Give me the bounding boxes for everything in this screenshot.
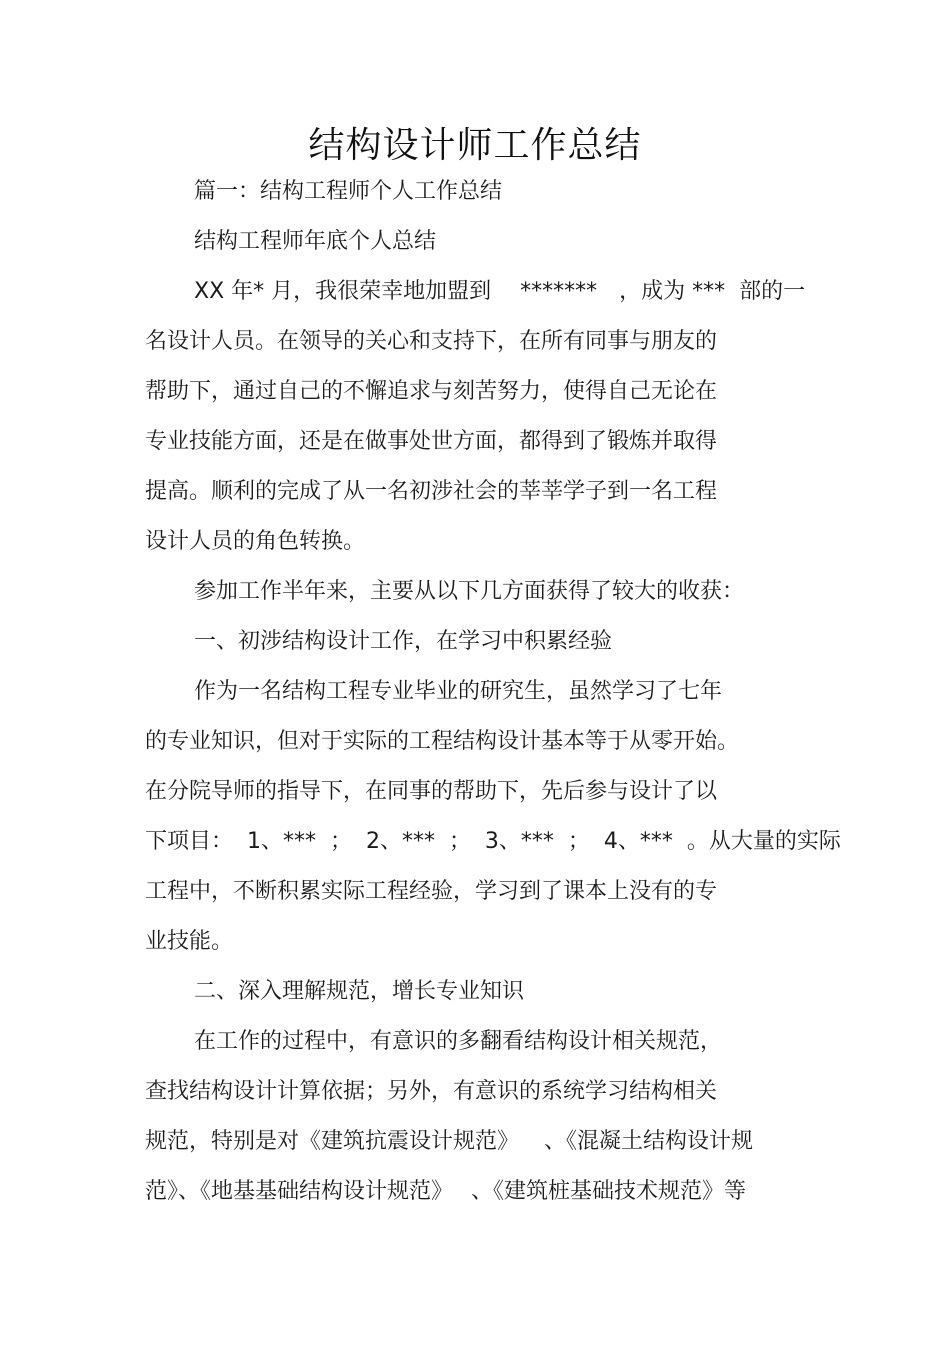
section-heading-part-one: 篇一：结构工程师个人工作总结 xyxy=(194,179,503,204)
paragraph-line: 提高。顺利的完成了从一名初涉社会的莘莘学子到一名工程 xyxy=(145,479,718,504)
document-title: 结构设计师工作总结 xyxy=(308,125,642,166)
paragraph-line: 作为一名结构工程专业毕业的研究生，虽然学习了七年 xyxy=(194,679,723,704)
paragraph-line: 名设计人员。在领导的关心和支持下，在所有同事与朋友的 xyxy=(145,329,718,354)
paragraph-line: 范》、《地基基础结构设计规范》 、《建筑桩基础技术规范》等 xyxy=(145,1179,746,1204)
paragraph-line: 帮助下，通过自己的不懈追求与刻苦努力，使得自己无论在 xyxy=(145,379,718,404)
paragraph-line: 设计人员的角色转换。 xyxy=(145,529,366,554)
subtitle-line: 结构工程师年底个人总结 xyxy=(194,229,437,254)
paragraph-line: 参加工作半年来，主要从以下几方面获得了较大的收获： xyxy=(194,579,745,604)
paragraph-line: 在工作的过程中，有意识的多翻看结构设计相关规范， xyxy=(194,1029,723,1054)
paragraph-line: 在分院导师的指导下，在同事的帮助下，先后参与设计了以 xyxy=(145,779,718,804)
paragraph-line: 工程中，不断积累实际工程经验，学习到了课本上没有的专 xyxy=(145,879,718,904)
paragraph-line: 专业技能方面，还是在做事处世方面，都得到了锻炼并取得 xyxy=(145,429,718,454)
paragraph-line: XX 年* 月，我很荣幸地加盟到 ******* ，成为 *** 部的一 xyxy=(194,279,806,304)
section-heading-two: 二、深入理解规范，增长专业知识 xyxy=(194,979,525,1004)
section-heading-one: 一、初涉结构设计工作，在学习中积累经验 xyxy=(194,629,613,654)
paragraph-line: 业技能。 xyxy=(145,929,234,954)
paragraph-line: 规范，特别是对《建筑抗震设计规范》 、《混凝土结构设计规 xyxy=(145,1129,753,1154)
paragraph-line: 查找结构设计计算依据；另外，有意识的系统学习结构相关 xyxy=(145,1079,718,1104)
paragraph-line: 下项目： 1、*** ； 2、*** ； 3、*** ； 4、*** 。从大量的实际 xyxy=(145,829,841,854)
paragraph-line: 的专业知识，但对于实际的工程结构设计基本等于从零开始。 xyxy=(145,729,740,754)
